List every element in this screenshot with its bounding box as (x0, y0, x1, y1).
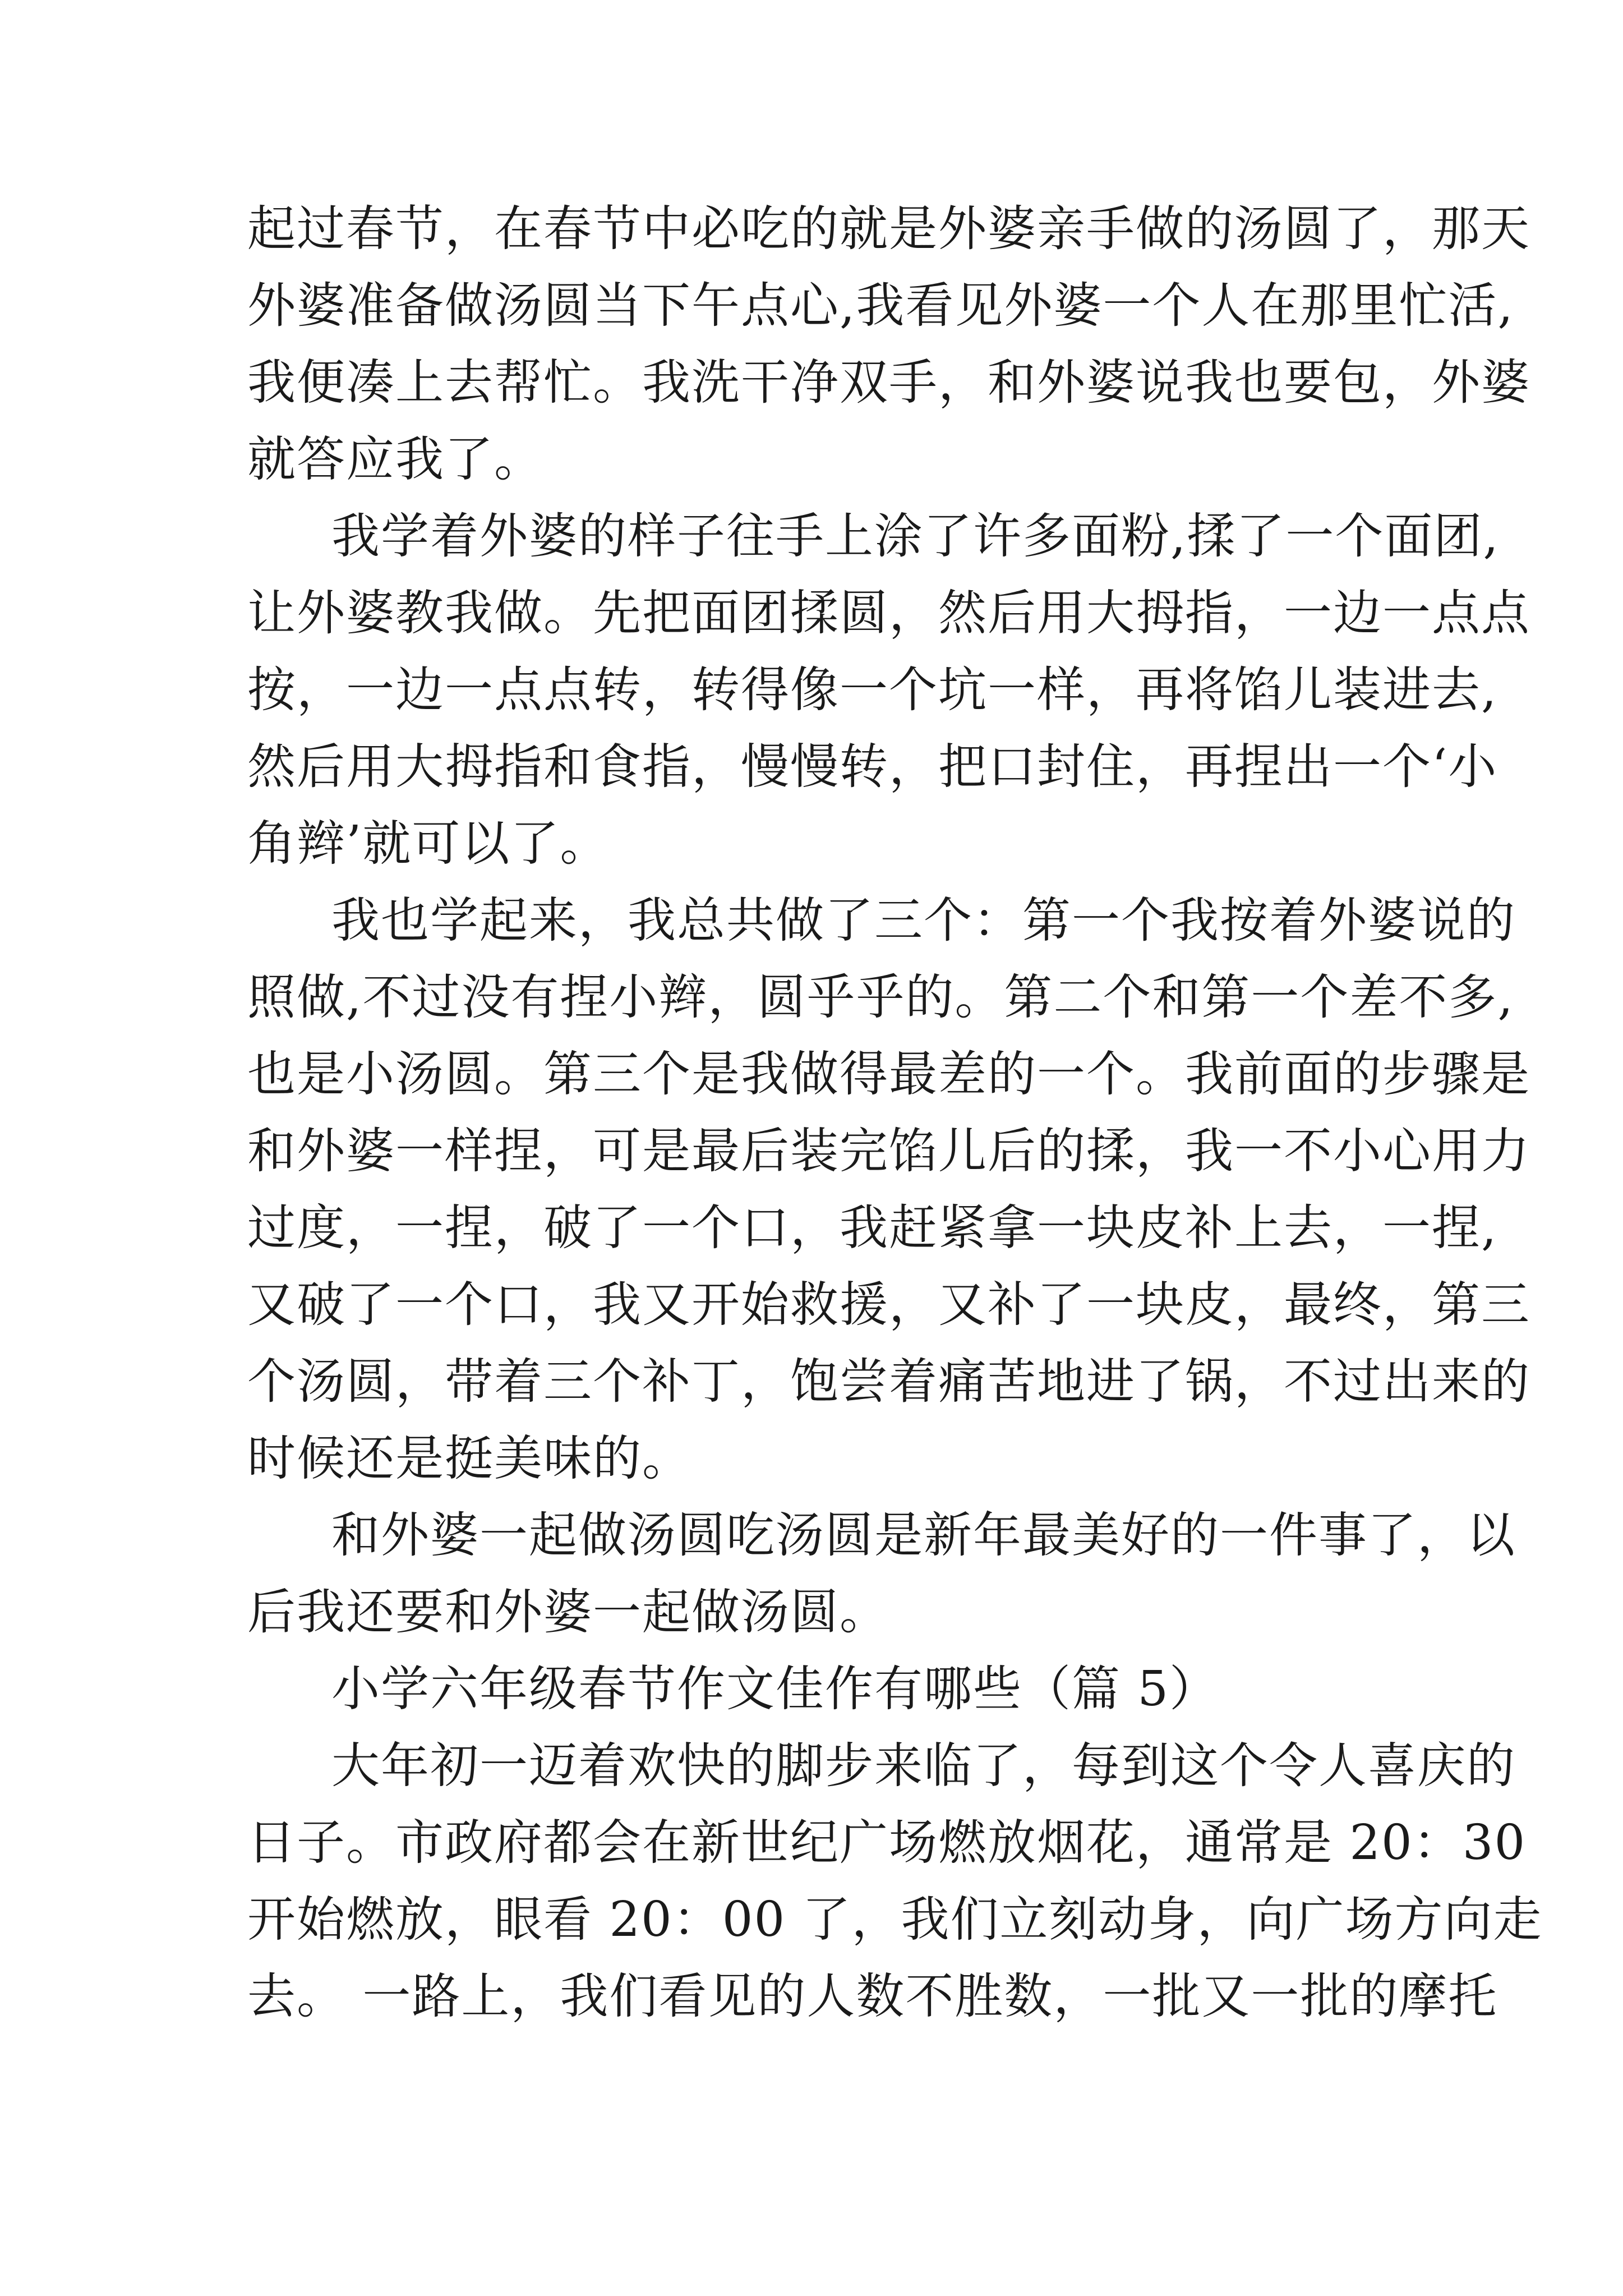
text-line: 和外婆一起做汤圆吃汤圆是新年最美好的一件事了，以 (331, 1507, 1516, 1563)
text-line: 我便凑上去帮忙。我洗干净双手，和外婆说我也要包，外婆 (247, 355, 1530, 411)
text-line: 去。 一路上，我们看见的人数不胜数，一批又一批的摩托 (247, 1968, 1498, 2024)
text-line: 照做,不过没有捏小辫，圆乎乎的。第二个和第一个差不多, (247, 969, 1514, 1025)
text-line: 我学着外婆的样子往手上涂了许多面粉,揉了一个面团, (331, 508, 1500, 564)
text-line: 小学六年级春节作文佳作有哪些（篇 5） (331, 1661, 1219, 1717)
text-line: 就答应我了。 (247, 431, 543, 487)
text-line: 按，一边一点点转，转得像一个坑一样，再将馅儿装进去, (247, 662, 1498, 718)
text-line: 和外婆一样捏，可是最后装完馅儿后的揉，我一不小心用力 (247, 1123, 1530, 1179)
text-line: 然后用大拇指和食指，慢慢转，把口封住，再捏出一个‘小 (247, 739, 1498, 795)
text-line: 大年初一迈着欢快的脚步来临了，每到这个令人喜庆的 (331, 1738, 1516, 1794)
text-line: 让外婆教我做。先把面团揉圆，然后用大拇指，一边一点点 (247, 585, 1530, 641)
text-line: 日子。市政府都会在新世纪广场燃放烟花，通常是 20：30 (247, 1815, 1527, 1871)
body-text (247, 191, 1543, 2035)
text-line: 后我还要和外婆一起做汤圆。 (247, 1584, 889, 1640)
text-line: 个汤圆，带着三个补丁，饱尝着痛苦地进了锅，不过出来的 (247, 1354, 1530, 1410)
text-line: 角辫’就可以了。 (247, 816, 610, 872)
text-line: 外婆准备做汤圆当下午点心,我看见外婆一个人在那里忙活, (247, 278, 1514, 334)
text-line: 时候还是挺美味的。 (247, 1430, 691, 1487)
text-line: 我也学起来，我总共做了三个：第一个我按着外婆说的 (331, 892, 1516, 949)
text-line: 也是小汤圆。第三个是我做得最差的一个。我前面的步骤是 (247, 1046, 1530, 1102)
text-line: 开始燃放，眼看 20：00 了，我们立刻动身，向广场方向走 (247, 1892, 1543, 1948)
text-line: 过度，一捏，破了一个口，我赶紧拿一块皮补上去，一捏, (247, 1200, 1498, 1256)
text-line: 又破了一个口，我又开始救援，又补了一块皮，最终，第三 (247, 1277, 1530, 1333)
text-line: 起过春节，在春节中必吃的就是外婆亲手做的汤圆了，那天 (247, 201, 1530, 257)
